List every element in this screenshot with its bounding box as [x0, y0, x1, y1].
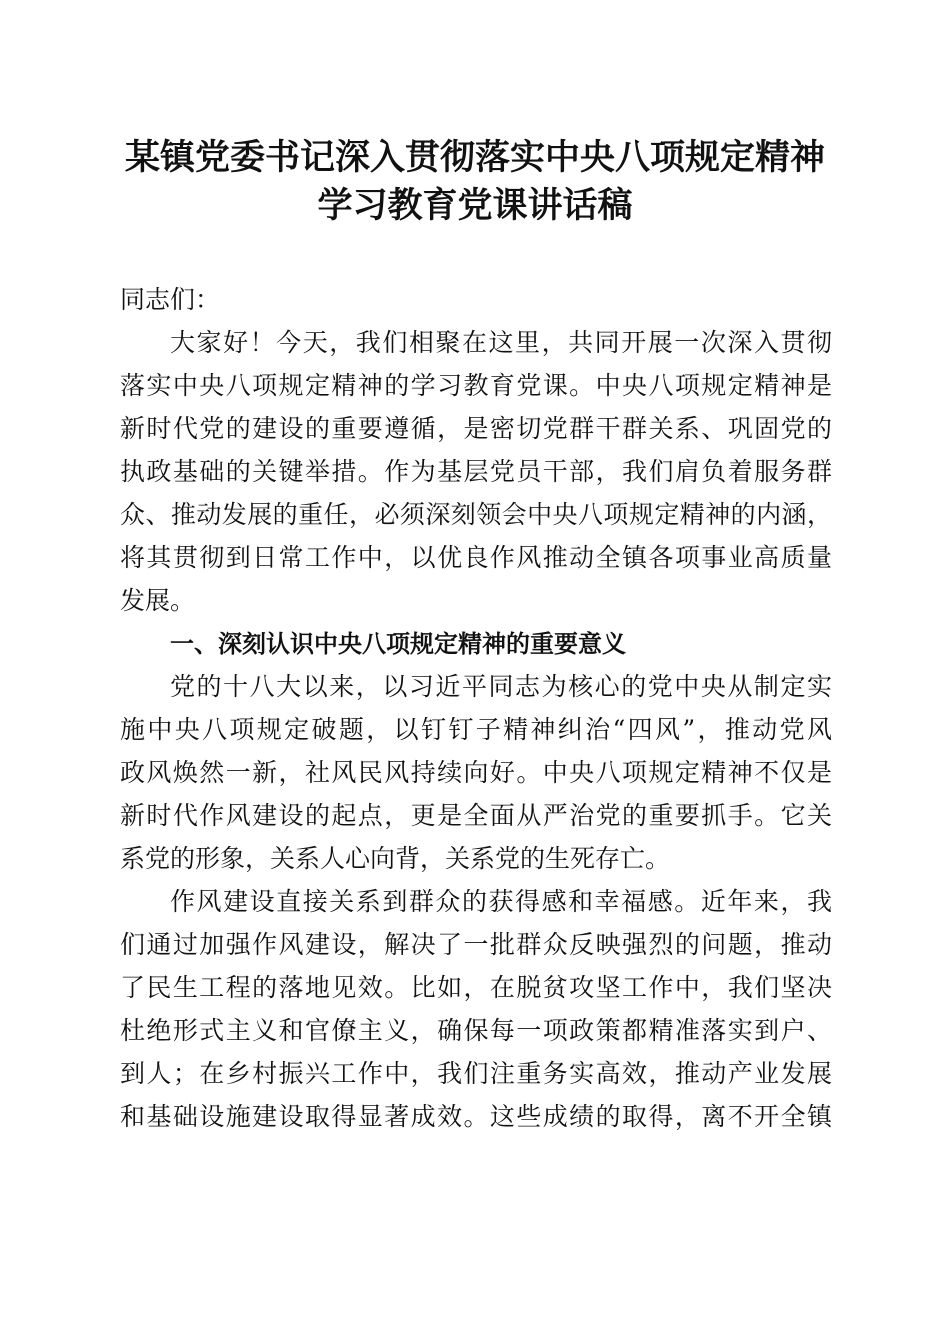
paragraph-line: 杜绝形式主义和官僚主义，确保每一项政策都精准落实到户、 [120, 1016, 832, 1045]
paragraph-line: 系党的形象，关系人心向背，关系党的生死存亡。 [120, 844, 671, 873]
intro-line: 落实中央八项规定精神的学习教育党课。中央八项规定精神是 [120, 371, 832, 400]
paragraph-line: 作风建设直接关系到群众的获得感和幸福感。近年来，我 [170, 887, 832, 916]
document-title-line-1: 某镇党委书记深入贯彻落实中央八项规定精神 [124, 137, 825, 178]
intro-line: 大家好！今天，我们相聚在这里，共同开展一次深入贯彻 [170, 328, 832, 357]
paragraph-line: 施中央八项规定破题，以钉钉子精神纠治“四风”，推动党风 [120, 715, 832, 744]
paragraph-line: 新时代作风建设的起点，更是全面从严治党的重要抓手。它关 [120, 801, 832, 830]
intro-line: 执政基础的关键举措。作为基层党员干部，我们肩负着服务群 [120, 457, 832, 486]
paragraph-line: 政风焕然一新，社风民风持续向好。中央八项规定精神不仅是 [120, 758, 832, 787]
intro-line: 新时代党的建设的重要遵循，是密切党群干群关系、巩固党的 [120, 414, 832, 443]
paragraph-line: 党的十八大以来，以习近平同志为核心的党中央从制定实 [170, 672, 832, 701]
salutation: 同志们： [120, 285, 221, 314]
document-title-line-2: 学习教育党课讲话稿 [317, 185, 633, 226]
section-heading: 一、深刻认识中央八项规定精神的重要意义 [170, 630, 626, 658]
intro-line: 众、推动发展的重任，必须深刻领会中央八项规定精神的内涵， [120, 500, 832, 529]
paragraph-line: 们通过加强作风建设，解决了一批群众反映强烈的问题，推动 [120, 930, 832, 959]
intro-line: 发展。 [120, 586, 196, 615]
paragraph-line: 到人；在乡村振兴工作中，我们注重务实高效，推动产业发展 [120, 1059, 832, 1088]
intro-line: 将其贯彻到日常工作中，以优良作风推动全镇各项事业高质量 [120, 543, 832, 572]
paragraph-line: 和基础设施建设取得显著成效。这些成绩的取得，离不开全镇 [120, 1102, 832, 1131]
paragraph-line: 了民生工程的落地见效。比如，在脱贫攻坚工作中，我们坚决 [120, 973, 832, 1002]
